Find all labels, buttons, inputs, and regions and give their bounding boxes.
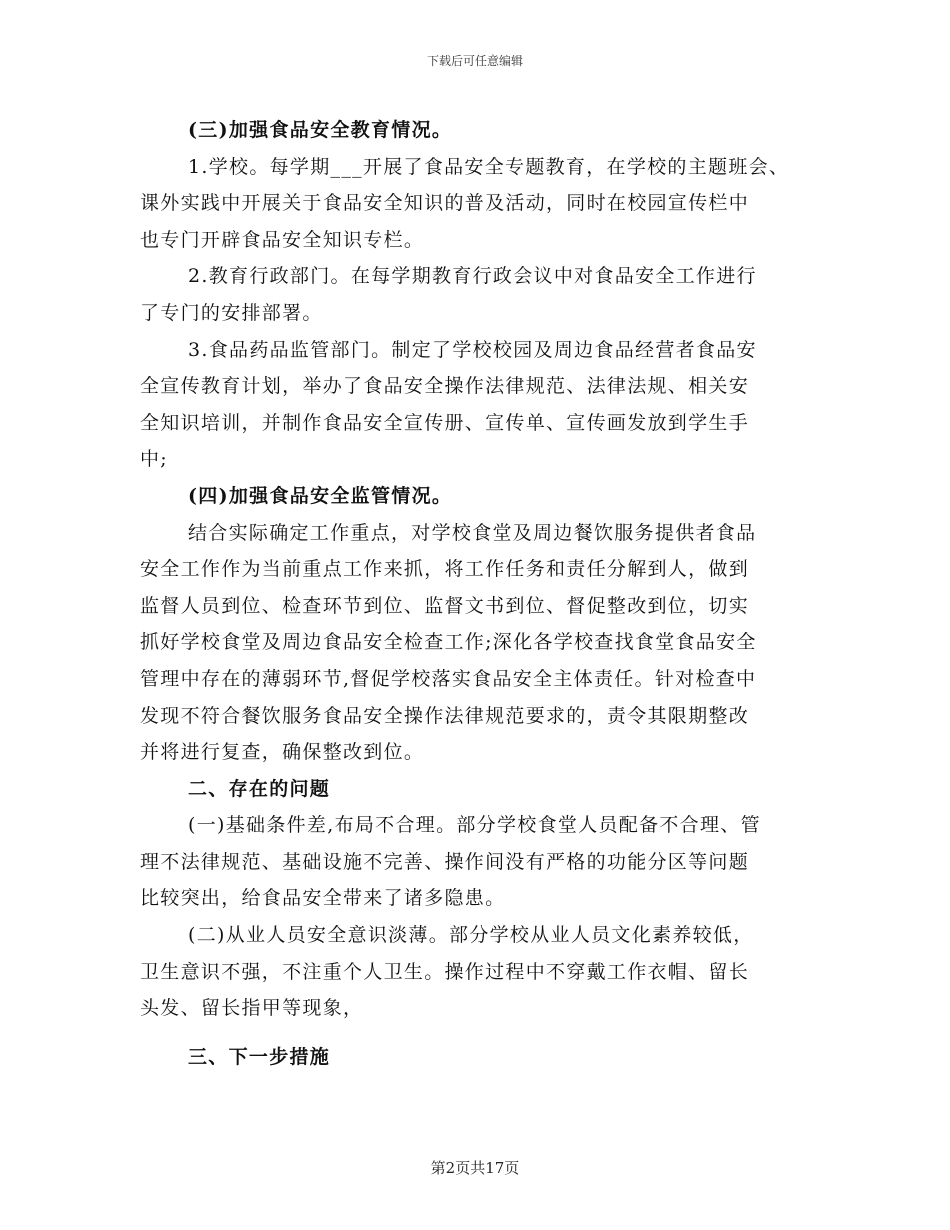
section-heading: (四)加强食品安全监管情况。 bbox=[188, 484, 453, 507]
paragraph-line: 全知识培训，并制作食品安全宣传册、宣传单、宣传画发放到学生手 bbox=[140, 411, 750, 434]
paragraph-line: 也专门开辟食品安全知识专栏。 bbox=[140, 228, 425, 251]
paragraph-line: 2.教育行政部门。在每学期教育行政会议中对食品安全工作进行 bbox=[188, 265, 757, 288]
paragraph-line: 3.食品药品监管部门。制定了学校校园及周边食品经营者食品安 bbox=[188, 338, 757, 361]
section-heading: 三、下一步措施 bbox=[188, 1045, 331, 1068]
page-header: 下载后可任意编辑 bbox=[426, 54, 523, 68]
paragraph-line: 课外实践中开展关于食品安全知识的普及活动，同时在校园宣传栏中 bbox=[140, 192, 750, 215]
paragraph-line: (二)从业人员安全意识淡薄。部分学校从业人员文化素养较低， bbox=[188, 924, 754, 947]
paragraph-line: (一)基础条件差,布局不合理。部分学校食堂人员配备不合理、管 bbox=[188, 814, 761, 837]
section-heading: (三)加强食品安全教育情况。 bbox=[188, 119, 453, 141]
paragraph-line: 发现不符合餐饮服务食品安全操作法律规范要求的，责令其限期整改 bbox=[140, 704, 750, 727]
paragraph-line: 了专门的安排部署。 bbox=[140, 301, 323, 324]
paragraph-line: 中; bbox=[140, 448, 169, 471]
paragraph-line: 并将进行复查，确保整改到位。 bbox=[140, 741, 425, 764]
paragraph-line: 结合实际确定工作重点，对学校食堂及周边餐饮服务提供者食品 bbox=[188, 521, 757, 544]
paragraph-line: 安全工作作为当前重点工作来抓，将工作任务和责任分解到人，做到 bbox=[140, 558, 750, 581]
paragraph-line: 监督人员到位、检查环节到位、监督文书到位、督促整改到位，切实 bbox=[140, 594, 750, 617]
paragraph-line: 比较突出，给食品安全带来了诸多隐患。 bbox=[140, 887, 506, 910]
paragraph-line: 管理中存在的薄弱环节,督促学校落实食品安全主体责任。针对检查中 bbox=[140, 667, 757, 690]
document-body bbox=[140, 112, 830, 1075]
paragraph-line: 卫生意识不强，不注重个人卫生。操作过程中不穿戴工作衣帽、留长 bbox=[140, 960, 750, 983]
section-heading: 二、存在的问题 bbox=[188, 777, 331, 800]
paragraph-line: 理不法律规范、基础设施不完善、操作间没有严格的功能分区等问题 bbox=[140, 850, 750, 873]
paragraph-line: 抓好学校食堂及周边食品安全检查工作;深化各学校查找食堂食品安全 bbox=[140, 631, 757, 654]
paragraph-line: 全宣传教育计划，举办了食品安全操作法律规范、法律法规、相关安 bbox=[140, 375, 750, 398]
paragraph-line: 1.学校。每学期___开展了食品安全专题教育，在学校的主题班会、 bbox=[188, 155, 790, 178]
page-footer: 第2页共17页 bbox=[430, 1159, 520, 1177]
paragraph-line: 头发、留长指甲等现象， bbox=[140, 997, 364, 1020]
